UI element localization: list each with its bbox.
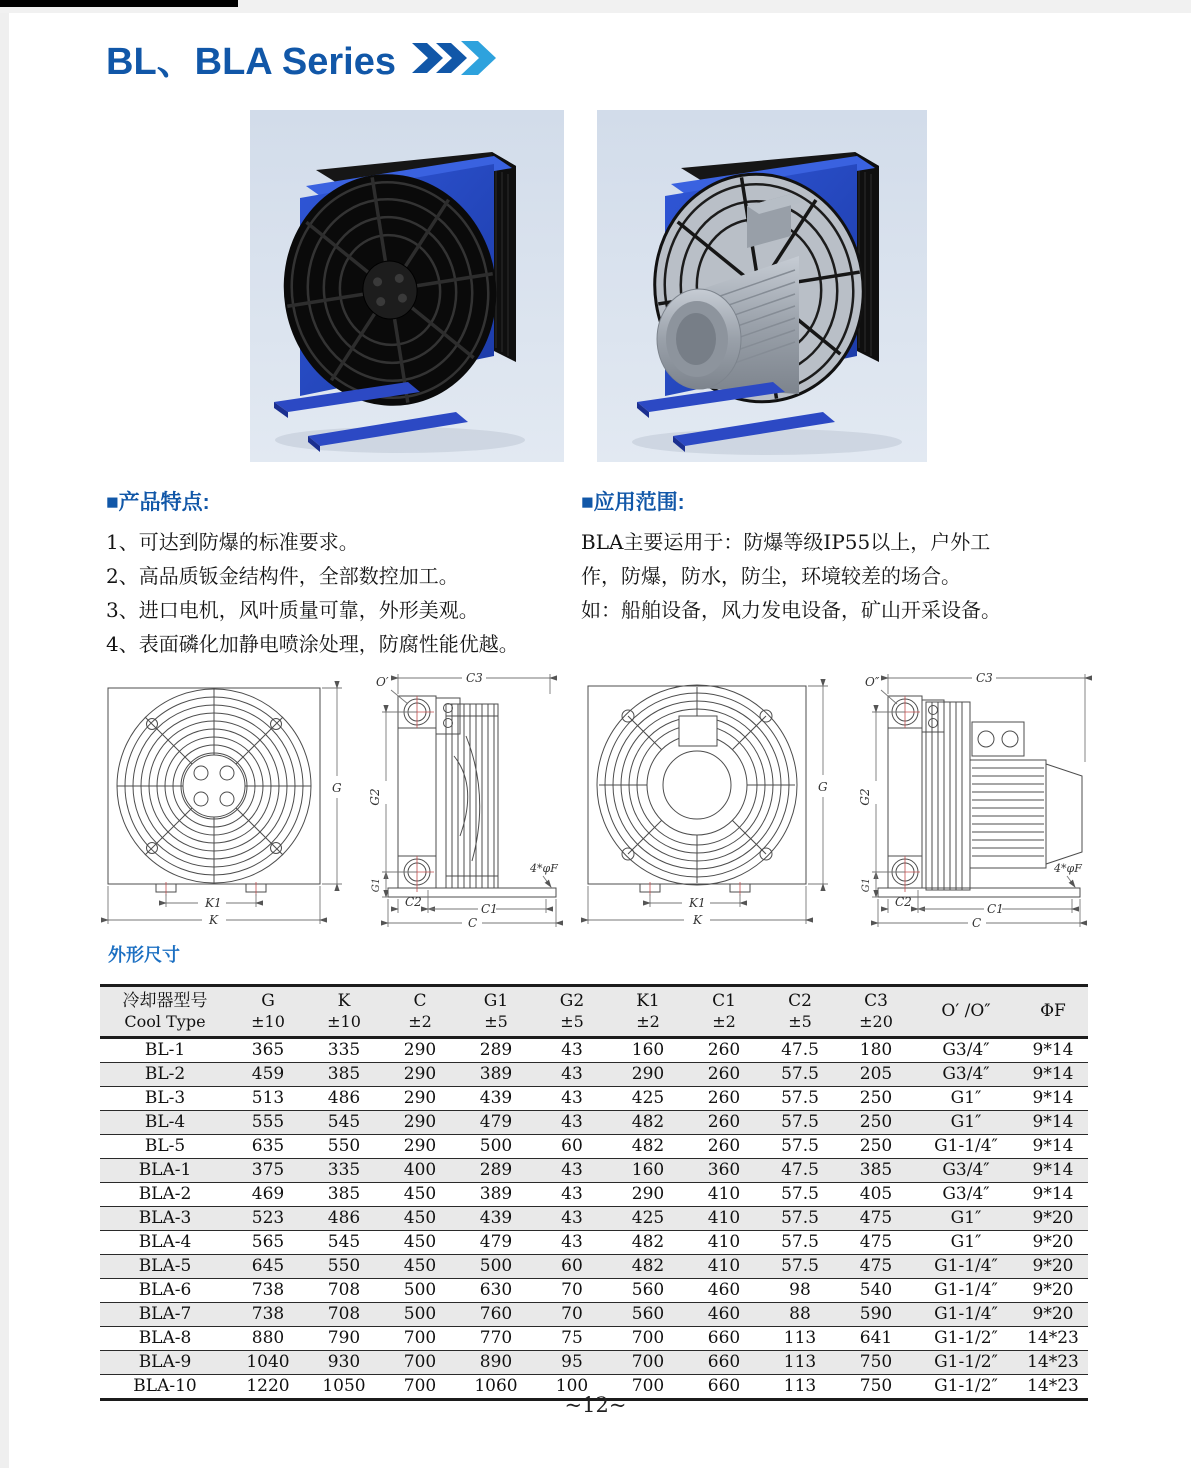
dim-label-c-bla: C — [972, 916, 982, 930]
feature-item-1: 1、可达到防爆的标准要求。 — [106, 530, 359, 554]
value-cell: G1″ — [950, 1088, 982, 1108]
value-cell: 57.5 — [781, 1112, 819, 1132]
value-cell: 590 — [859, 1304, 893, 1324]
column-header: K ±10 — [327, 991, 361, 1031]
dim-label-k-bla: K — [693, 913, 702, 927]
dim-label-phif: 4*φF — [530, 862, 558, 875]
value-cell: 475 — [859, 1232, 893, 1252]
value-cell: 289 — [479, 1040, 513, 1060]
value-cell: 700 — [403, 1376, 437, 1396]
value-cell: 410 — [707, 1256, 741, 1276]
value-cell: 750 — [859, 1376, 893, 1396]
bl-dimension-drawing — [98, 666, 576, 936]
column-header: C ±2 — [408, 991, 432, 1031]
column-header: C1 ±2 — [712, 991, 736, 1031]
value-cell: 439 — [479, 1088, 513, 1108]
value-cell: 160 — [631, 1040, 665, 1060]
dimensions-table — [100, 984, 1088, 1401]
dimension-drawing-bla — [580, 666, 1095, 940]
value-cell: 760 — [479, 1304, 513, 1324]
value-cell: 410 — [707, 1232, 741, 1252]
value-cell: 630 — [479, 1280, 513, 1300]
value-cell: 60 — [561, 1256, 583, 1276]
value-cell: 1050 — [322, 1376, 366, 1396]
value-cell: G1″ — [950, 1232, 982, 1252]
value-cell: 260 — [707, 1088, 741, 1108]
table-row — [100, 1327, 1088, 1351]
value-cell: 260 — [707, 1064, 741, 1084]
value-cell: 790 — [327, 1328, 361, 1348]
value-cell: 513 — [251, 1088, 285, 1108]
value-cell: 540 — [859, 1280, 893, 1300]
dim-label-c2: C2 — [405, 895, 422, 909]
value-cell: 410 — [707, 1184, 741, 1204]
table-row — [100, 1087, 1088, 1111]
application-line-1: BLA主要运用于：防爆等级IP55以上，户外工 — [581, 530, 991, 554]
value-cell: 160 — [631, 1160, 665, 1180]
value-cell: 459 — [251, 1064, 285, 1084]
model-cell: BLA-10 — [133, 1376, 197, 1396]
port-label-o1: O′ — [376, 675, 389, 689]
value-cell: 9*14 — [1032, 1160, 1074, 1180]
value-cell: 560 — [631, 1280, 665, 1300]
value-cell: 9*20 — [1032, 1304, 1074, 1324]
value-cell: 100 — [555, 1376, 589, 1396]
value-cell: 290 — [631, 1184, 665, 1204]
page-header — [106, 30, 512, 85]
chevron-arrows-icon — [412, 40, 512, 76]
bla-dimension-drawing — [580, 666, 1095, 936]
value-cell: 545 — [327, 1112, 361, 1132]
value-cell: 700 — [631, 1352, 665, 1372]
value-cell: 47.5 — [781, 1160, 819, 1180]
model-cell: BL-3 — [144, 1088, 186, 1108]
dimensions-section-title: 外形尺寸 — [108, 945, 180, 965]
dim-label-c3: C3 — [466, 671, 483, 685]
value-cell: 560 — [631, 1304, 665, 1324]
dim-label-k1: K1 — [205, 896, 222, 910]
dim-label-c: C — [468, 916, 478, 930]
model-cell: BLA-2 — [138, 1184, 192, 1204]
table-row — [100, 1063, 1088, 1087]
value-cell: 57.5 — [781, 1088, 819, 1108]
table-row — [100, 1231, 1088, 1255]
value-cell: 360 — [707, 1160, 741, 1180]
dim-label-k: K — [209, 913, 218, 927]
table-row — [100, 1207, 1088, 1231]
applications-section — [581, 486, 1105, 627]
value-cell: 700 — [631, 1328, 665, 1348]
value-cell: G3/4″ — [942, 1184, 990, 1204]
value-cell: 43 — [561, 1088, 583, 1108]
value-cell: 290 — [403, 1112, 437, 1132]
model-cell: BLA-3 — [138, 1208, 192, 1228]
table-row — [100, 1183, 1088, 1207]
dim-label-k1-bla: K1 — [689, 896, 706, 910]
value-cell: 425 — [631, 1088, 665, 1108]
value-cell: 460 — [707, 1304, 741, 1324]
value-cell: 290 — [403, 1040, 437, 1060]
value-cell: 250 — [859, 1112, 893, 1132]
feature-item-3: 3、进口电机，风叶质量可靠，外形美观。 — [106, 598, 479, 622]
value-cell: 500 — [403, 1280, 437, 1300]
value-cell: 290 — [403, 1136, 437, 1156]
value-cell: 708 — [327, 1280, 361, 1300]
value-cell: 708 — [327, 1304, 361, 1324]
value-cell: 290 — [403, 1088, 437, 1108]
model-cell: BL-4 — [144, 1112, 186, 1132]
value-cell: 738 — [251, 1304, 285, 1324]
feature-item-4: 4、表面磷化加静电喷涂处理，防腐性能优越。 — [106, 632, 519, 656]
table-header — [100, 986, 1088, 1038]
value-cell: G3/4″ — [942, 1064, 990, 1084]
value-cell: 250 — [859, 1136, 893, 1156]
value-cell: 450 — [403, 1208, 437, 1228]
value-cell: 1060 — [474, 1376, 518, 1396]
value-cell: 930 — [327, 1352, 361, 1372]
table-row — [100, 1303, 1088, 1327]
value-cell: 75 — [561, 1328, 583, 1348]
value-cell: 43 — [561, 1064, 583, 1084]
value-cell: 57.5 — [781, 1064, 819, 1084]
model-cell: BLA-5 — [138, 1256, 192, 1276]
value-cell: 290 — [403, 1064, 437, 1084]
value-cell: 770 — [479, 1328, 513, 1348]
value-cell: G1-1/4″ — [934, 1256, 998, 1276]
value-cell: 500 — [479, 1136, 513, 1156]
value-cell: 113 — [783, 1328, 817, 1348]
feature-item-2: 2、高品质钣金结构件，全部数控加工。 — [106, 564, 459, 588]
value-cell: 500 — [403, 1304, 437, 1324]
value-cell: 335 — [327, 1040, 361, 1060]
model-cell: BLA-8 — [138, 1328, 192, 1348]
value-cell: 9*20 — [1032, 1256, 1074, 1276]
model-cell: BLA-9 — [138, 1352, 192, 1372]
dim-label-g-bla: G — [818, 780, 828, 794]
product-photo-bla — [597, 110, 927, 462]
value-cell: 9*14 — [1032, 1040, 1074, 1060]
table-row — [100, 1351, 1088, 1375]
value-cell: G1-1/2″ — [934, 1376, 998, 1396]
value-cell: 43 — [561, 1160, 583, 1180]
dim-label-c3-bla: C3 — [976, 671, 993, 685]
value-cell: 9*14 — [1032, 1064, 1074, 1084]
value-cell: 57.5 — [781, 1208, 819, 1228]
dimension-drawing-bl — [98, 666, 576, 940]
dim-label-g: G — [332, 781, 342, 795]
value-cell: 375 — [251, 1160, 285, 1180]
column-header: C3 ±20 — [859, 991, 893, 1031]
value-cell: 523 — [251, 1208, 285, 1228]
value-cell: 475 — [859, 1208, 893, 1228]
value-cell: 410 — [707, 1208, 741, 1228]
value-cell: G1″ — [950, 1112, 982, 1132]
application-line-3: 如：船舶设备，风力发电设备，矿山开采设备。 — [581, 598, 1001, 622]
value-cell: 57.5 — [781, 1184, 819, 1204]
column-header: C2 ±5 — [788, 991, 812, 1031]
page-number: ~12~ — [564, 1393, 627, 1417]
value-cell: 700 — [403, 1352, 437, 1372]
value-cell: 9*14 — [1032, 1184, 1074, 1204]
value-cell: 289 — [479, 1160, 513, 1180]
dim-label-g2-bla: G2 — [858, 788, 872, 806]
value-cell: 482 — [631, 1136, 665, 1156]
dim-label-c2-bla: C2 — [895, 895, 912, 909]
value-cell: 660 — [707, 1376, 741, 1396]
value-cell: 9*14 — [1032, 1136, 1074, 1156]
value-cell: 98 — [789, 1280, 811, 1300]
value-cell: G3/4″ — [942, 1160, 990, 1180]
value-cell: 565 — [251, 1232, 285, 1252]
value-cell: 113 — [783, 1376, 817, 1396]
column-header: ΦF — [1040, 1001, 1066, 1021]
column-header: G ±10 — [251, 991, 285, 1031]
value-cell: 482 — [631, 1112, 665, 1132]
value-cell: 479 — [479, 1232, 513, 1252]
value-cell: 70 — [561, 1280, 583, 1300]
value-cell: 385 — [327, 1184, 361, 1204]
page-title: BL、BLA Series — [106, 41, 396, 83]
value-cell: 389 — [479, 1184, 513, 1204]
dim-label-g1-bla: G1 — [861, 877, 872, 893]
value-cell: G1-1/2″ — [934, 1328, 998, 1348]
value-cell: G1-1/4″ — [934, 1280, 998, 1300]
value-cell: 250 — [859, 1088, 893, 1108]
value-cell: 180 — [859, 1040, 893, 1060]
value-cell: 43 — [561, 1184, 583, 1204]
value-cell: 205 — [859, 1064, 893, 1084]
column-header: O′ /O″ — [941, 1001, 991, 1021]
value-cell: G1-1/2″ — [934, 1352, 998, 1372]
value-cell: 439 — [479, 1208, 513, 1228]
value-cell: 545 — [327, 1232, 361, 1252]
table-row — [100, 1159, 1088, 1183]
table-body — [100, 1038, 1088, 1400]
value-cell: 47.5 — [781, 1040, 819, 1060]
bla-cooler-image — [597, 110, 927, 462]
value-cell: 43 — [561, 1208, 583, 1228]
scan-edge-left — [0, 13, 9, 1468]
features-heading: ■产品特点: — [106, 491, 210, 514]
product-photo-bl — [250, 110, 564, 462]
column-header: G2 ±5 — [559, 991, 585, 1031]
value-cell: 641 — [859, 1328, 893, 1348]
value-cell: 60 — [561, 1136, 583, 1156]
value-cell: G1-1/4″ — [934, 1304, 998, 1324]
value-cell: 14*23 — [1027, 1328, 1079, 1348]
value-cell: 450 — [403, 1256, 437, 1276]
value-cell: 500 — [479, 1256, 513, 1276]
value-cell: 1040 — [246, 1352, 290, 1372]
value-cell: 550 — [327, 1256, 361, 1276]
value-cell: 460 — [707, 1280, 741, 1300]
value-cell: 260 — [707, 1040, 741, 1060]
value-cell: 450 — [403, 1232, 437, 1252]
value-cell: 405 — [859, 1184, 893, 1204]
value-cell: 9*14 — [1032, 1112, 1074, 1132]
model-cell: BLA-4 — [138, 1232, 192, 1252]
scan-artifact-strip — [0, 0, 238, 7]
value-cell: 290 — [631, 1064, 665, 1084]
value-cell: 660 — [707, 1328, 741, 1348]
value-cell: 9*20 — [1032, 1208, 1074, 1228]
value-cell: 450 — [403, 1184, 437, 1204]
dim-label-g2: G2 — [368, 788, 382, 806]
value-cell: 88 — [789, 1304, 811, 1324]
model-cell: BL-1 — [144, 1040, 186, 1060]
value-cell: 9*20 — [1032, 1280, 1074, 1300]
table-row — [100, 1255, 1088, 1279]
dim-label-c1-bla: C1 — [987, 902, 1004, 916]
value-cell: 57.5 — [781, 1136, 819, 1156]
value-cell: 57.5 — [781, 1232, 819, 1252]
value-cell: 486 — [327, 1088, 361, 1108]
value-cell: 475 — [859, 1256, 893, 1276]
value-cell: 482 — [631, 1256, 665, 1276]
dim-label-phif-bla: 4*φF — [1054, 862, 1082, 875]
application-line-2: 作，防爆，防水，防尘，环境较差的场合。 — [581, 564, 961, 588]
value-cell: 43 — [561, 1232, 583, 1252]
value-cell: 645 — [251, 1256, 285, 1276]
value-cell: 750 — [859, 1352, 893, 1372]
value-cell: 880 — [251, 1328, 285, 1348]
value-cell: 425 — [631, 1208, 665, 1228]
value-cell: 1220 — [246, 1376, 290, 1396]
dim-label-c1: C1 — [481, 902, 498, 916]
value-cell: 400 — [403, 1160, 437, 1180]
value-cell: 555 — [251, 1112, 285, 1132]
value-cell: 469 — [251, 1184, 285, 1204]
value-cell: 479 — [479, 1112, 513, 1132]
value-cell: 9*14 — [1032, 1088, 1074, 1108]
features-section — [106, 486, 584, 661]
table-row — [100, 1111, 1088, 1135]
bl-cooler-image — [250, 110, 564, 462]
value-cell: 260 — [707, 1112, 741, 1132]
value-cell: 635 — [251, 1136, 285, 1156]
value-cell: 14*23 — [1027, 1376, 1079, 1396]
value-cell: 57.5 — [781, 1256, 819, 1276]
value-cell: G1″ — [950, 1208, 982, 1228]
value-cell: 738 — [251, 1280, 285, 1300]
value-cell: 95 — [561, 1352, 583, 1372]
value-cell: 660 — [707, 1352, 741, 1372]
value-cell: 335 — [327, 1160, 361, 1180]
value-cell: 43 — [561, 1112, 583, 1132]
value-cell: G3/4″ — [942, 1040, 990, 1060]
model-cell: BLA-6 — [138, 1280, 192, 1300]
value-cell: 385 — [859, 1160, 893, 1180]
value-cell: 550 — [327, 1136, 361, 1156]
table-row — [100, 1279, 1088, 1303]
value-cell: 890 — [479, 1352, 513, 1372]
table-row — [100, 1038, 1088, 1063]
model-cell: BLA-7 — [138, 1304, 192, 1324]
value-cell: 9*20 — [1032, 1232, 1074, 1252]
applications-heading: ■应用范围: — [581, 491, 685, 514]
value-cell: 482 — [631, 1232, 665, 1252]
value-cell: 113 — [783, 1352, 817, 1372]
model-cell: BL-5 — [144, 1136, 186, 1156]
model-cell: BLA-1 — [138, 1160, 192, 1180]
model-cell: BL-2 — [144, 1064, 186, 1084]
value-cell: 365 — [251, 1040, 285, 1060]
column-header: G1 ±5 — [483, 991, 509, 1031]
value-cell: 486 — [327, 1208, 361, 1228]
value-cell: 70 — [561, 1304, 583, 1324]
column-header: 冷却器型号 Cool Type — [122, 991, 208, 1031]
value-cell: 260 — [707, 1136, 741, 1156]
value-cell: 43 — [561, 1040, 583, 1060]
dim-label-g1: G1 — [371, 877, 382, 893]
value-cell: 389 — [479, 1064, 513, 1084]
port-label-o2: O″ — [865, 675, 880, 689]
value-cell: 14*23 — [1027, 1352, 1079, 1372]
value-cell: G1-1/4″ — [934, 1136, 998, 1156]
table-row — [100, 1135, 1088, 1159]
value-cell: 700 — [631, 1376, 665, 1396]
value-cell: 700 — [403, 1328, 437, 1348]
column-header: K1 ±2 — [636, 991, 660, 1031]
value-cell: 385 — [327, 1064, 361, 1084]
